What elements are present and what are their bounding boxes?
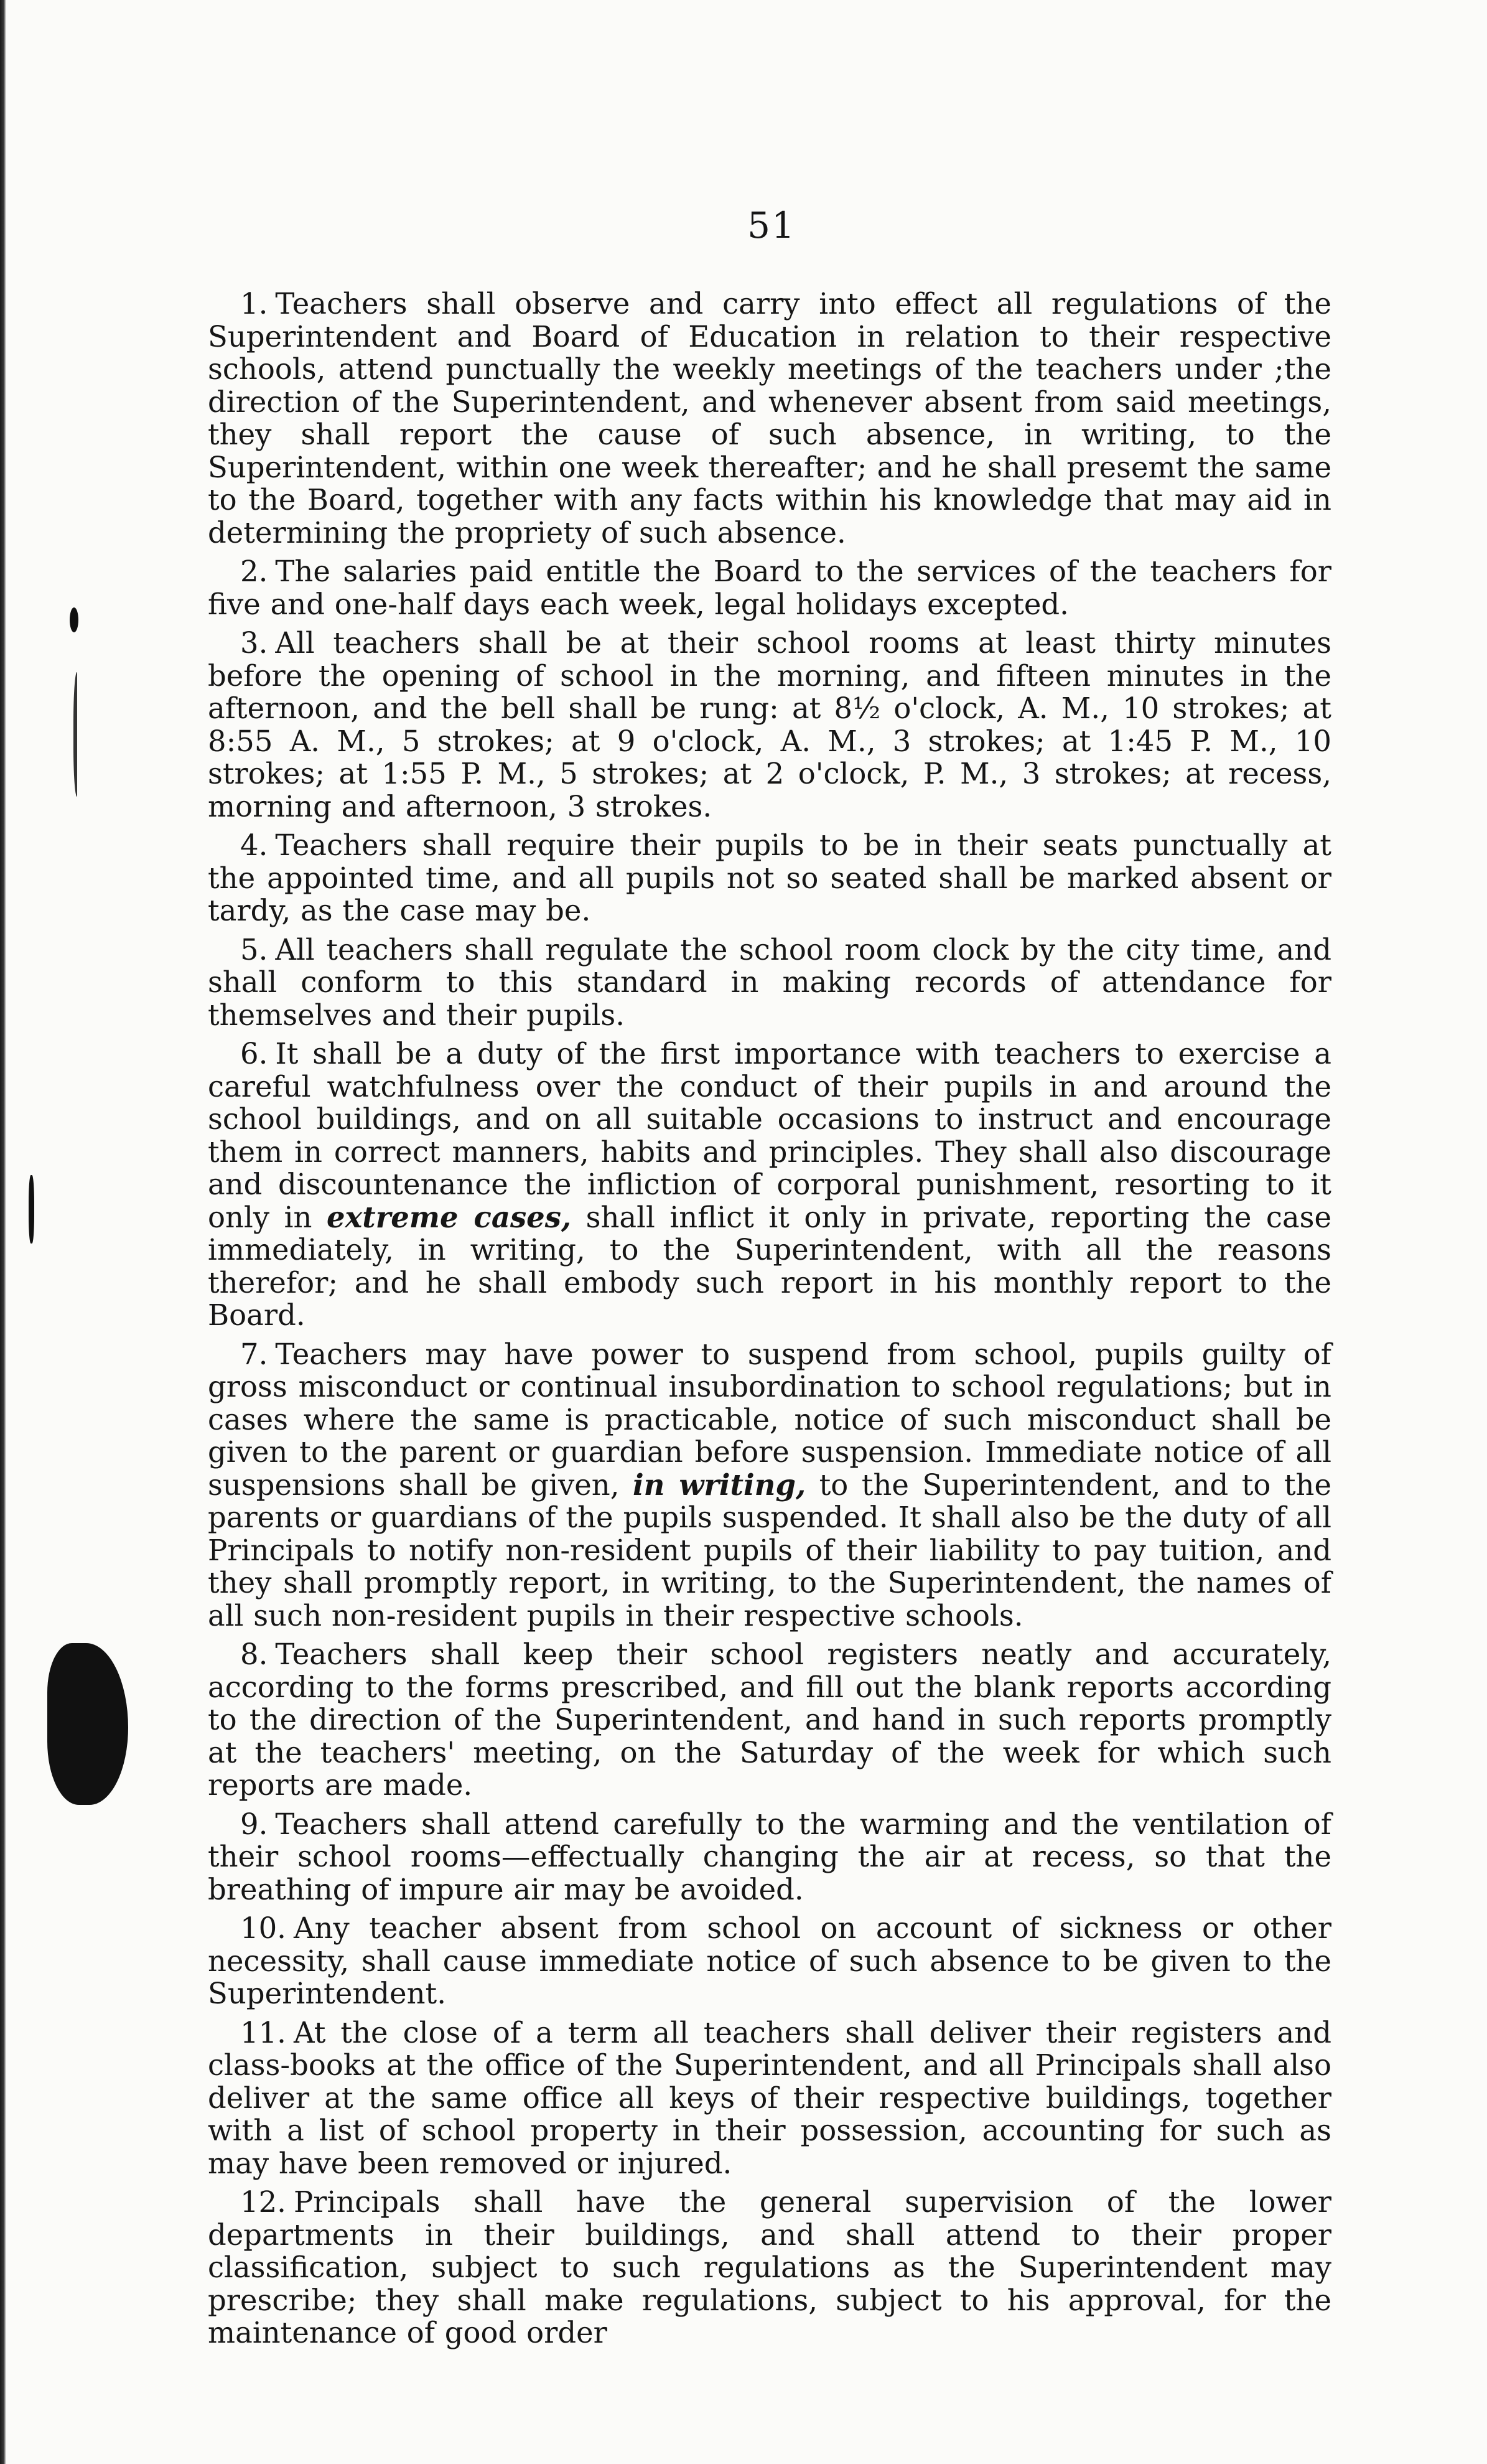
page-number: 51 (747, 204, 796, 246)
paragraph-number: 5. (240, 932, 268, 967)
paragraph-text: Teachers may have power to suspend from school, pupils guilty of gross misconduct or continual insubordination to school regulations; but in cases where the same is practicable, notice of such misconduct shall be given to the parent or guardian before suspension. Immediate notice of all suspensions shall be given, (208, 1337, 1331, 1502)
paragraph-6 (208, 1038, 1331, 1332)
paragraph-number: 9. (240, 1807, 268, 1841)
emphasized-text: extreme cases, (326, 1199, 572, 1234)
margin-mark-blot (47, 1643, 128, 1805)
paragraph-7 (208, 1338, 1331, 1633)
paragraph-3 (208, 627, 1331, 823)
paragraph-text: Teachers shall attend carefully to the warming and the ventilation of their school rooms—effectually changing the air at recess, so that the breathing of impure air may be avoided. (208, 1807, 1331, 1906)
paragraph-text: Teachers shall keep their school registers neatly and accurately, according to the forms prescribed, and fill out the blank reports according to the direction of the Superintendent, and hand in such reports promptly at the teachers' meeting, on the Saturday of the week for which such reports are made. (208, 1637, 1331, 1802)
regulations-text (208, 288, 1331, 2356)
paragraph-text: Teachers shall require their pupils to be in their seats punctually at the appointed time, and all pupils not so seated shall be marked absent or tardy, as the case may be. (208, 828, 1331, 927)
paragraph-text: Teachers shall observe and carry into effect all regulations of the Superintendent and Board of Education in relation to their respective schools, attend punctually the weekly meetings of the teachers under ;the direction of the Superintendent, and whenever absent from said meetings, they shall report the cause of such absence, in writing, to the Superintendent, within one week thereafter; and he shall presemt the same to the Board, together with any facts within his knowledge that may aid in determining the propriety of such absence. (208, 287, 1331, 550)
paragraph-8 (208, 1638, 1331, 1802)
paragraph-11 (208, 2017, 1331, 2180)
margin-mark-middle (29, 1175, 34, 1244)
paragraph-number: 3. (240, 626, 268, 660)
paragraph-number: 8. (240, 1637, 268, 1671)
paragraph-number: 2. (240, 555, 268, 588)
paragraph-text: All teachers shall be at their school rooms at least thirty minutes before the opening of school in the morning, and fifteen minutes in the afternoon, and the bell shall be rung: at 8½ o'clock, A. M., 10 strokes; at 8:55 A. M., 5 strokes; at 9 o'clock, A. M., 3 strokes; at 1:45 P. M., 10 strokes; at 1:55 P. M., 5 strokes; at 2 o'clock, P. M., 3 strokes; at recess, morning and afternoon, 3 strokes. (208, 626, 1331, 823)
paragraph-9 (208, 1808, 1331, 1906)
margin-mark-upper (70, 607, 78, 632)
paragraph-text: to the Superintendent, and to the parents or guardians of the pupils suspended. It shall also be the duty of all Principals to notify non-resident pupils of their liability to pay tuition, and they shall promptly report, in writing, to the Superintendent, the names of all such non-resident pupils in their respective schools. (208, 1468, 1331, 1633)
paragraph-number: 7. (240, 1337, 268, 1371)
paragraph-5 (208, 934, 1331, 1032)
paragraph-number: 12. (240, 2185, 286, 2219)
paragraph-2 (208, 555, 1331, 621)
emphasized-text: in writing, (632, 1467, 806, 1502)
paragraph-text: It shall be a duty of the first importance with teachers to exercise a careful watchfulness over the conduct of their pupils in and around the school buildings, and on all suitable occasions to instruct and encourage them in correct manners, habits and principles. They shall also discourage and discountenance the infliction of corporal punishment, resorting to it only in (208, 1037, 1331, 1234)
paragraph-text: The salaries paid entitle the Board to the services of the teachers for five and one-half days each week, legal holidays excepted. (208, 555, 1331, 621)
paragraph-text: All teachers shall regulate the school room clock by the city time, and shall conform to this standard in making records of attendance for themselves and their pupils. (208, 932, 1331, 1032)
paragraph-1 (208, 288, 1331, 549)
paragraph-number: 4. (240, 828, 268, 862)
paragraph-number: 1. (240, 287, 268, 321)
paragraph-12 (208, 2186, 1331, 2349)
paragraph-number: 11. (240, 2015, 286, 2049)
paragraph-10 (208, 1912, 1331, 2010)
scan-edge-shadow (0, 0, 6, 2464)
paragraph-text: shall inflict it only in private, reporting the case immediately, in writing, to the Superintendent, with all the reasons therefor; and he shall embody such report in his monthly report to the Board. (208, 1200, 1332, 1332)
paragraph-text: Any teacher absent from school on account of sickness or other necessity, shall cause immediate notice of such absence to be given to the Superintendent. (208, 1911, 1331, 2010)
paragraph-text: At the close of a term all teachers shall deliver their registers and class-books at the office of the Superintendent, and all Principals shall also deliver at the same office all keys of their respective buildings, together with a list of school property in their possession, accounting for such as may have been removed or injured. (208, 2015, 1331, 2180)
paragraph-number: 6. (240, 1037, 268, 1070)
paragraph-4 (208, 829, 1331, 927)
paragraph-text: Principals shall have the general supervision of the lower departments in their buildings, and shall attend to their proper classification, subject to such regulations as the Superintendent may prescribe; they shall make regulations, subject to his approval, for the maintenance of good order (208, 2185, 1331, 2349)
margin-mark-bracket (73, 672, 82, 797)
paragraph-number: 10. (240, 1911, 286, 1945)
